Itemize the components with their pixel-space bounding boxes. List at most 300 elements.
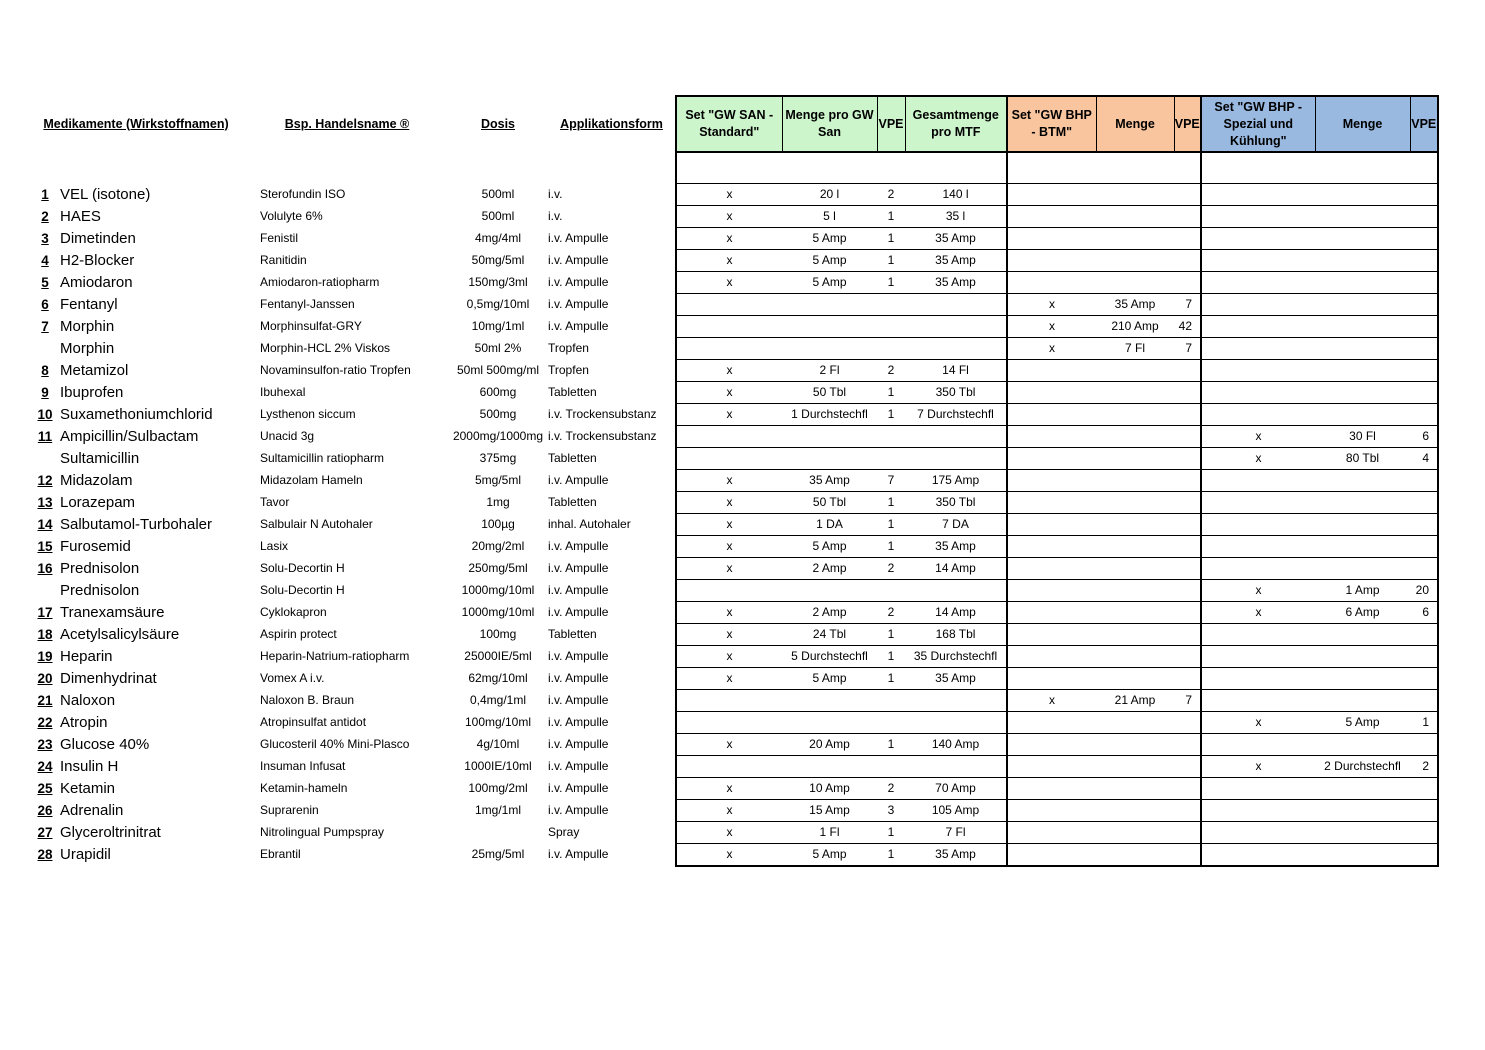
dosis: 150mg/3ml (468, 275, 528, 289)
spez-set-mark (1201, 360, 1315, 382)
san-gesamt: 35 Amp (905, 536, 1007, 558)
san-vpe: 1 (877, 668, 905, 690)
dosis: 1mg/1ml (474, 803, 521, 817)
table-row (32, 382, 1438, 404)
applikation: Tabletten (548, 385, 597, 399)
spez-menge: 6 Amp (1315, 602, 1410, 624)
btm-menge (1096, 536, 1174, 558)
spez-set-mark (1201, 558, 1315, 580)
applikation: i.v. Ampulle (548, 715, 609, 729)
btm-vpe (1174, 228, 1201, 250)
san-vpe: 2 (877, 602, 905, 624)
drug-name: Glyceroltrinitrat (60, 824, 161, 841)
btm-vpe (1174, 470, 1201, 492)
san-menge: 2 Fl (782, 360, 877, 382)
san-gesamt: 140 l (905, 184, 1007, 206)
san-set-mark: x (676, 844, 782, 867)
row-number: 22 (37, 715, 53, 730)
spez-menge (1315, 338, 1410, 360)
applikation: Tabletten (548, 495, 597, 509)
trade-name: Ibuhexal (260, 385, 306, 399)
trade-name: Naloxon B. Braun (260, 693, 355, 707)
spez-menge (1315, 624, 1410, 646)
table-row (32, 272, 1438, 294)
san-menge: 5 Amp (782, 228, 877, 250)
dosis: 100mg/2ml (468, 781, 528, 795)
spez-menge (1315, 382, 1410, 404)
table-row (32, 338, 1438, 360)
dosis: 10mg/1ml (471, 319, 525, 333)
spez-menge: 1 Amp (1315, 580, 1410, 602)
dosis: 0,5mg/10ml (466, 297, 530, 311)
spez-set-mark (1201, 778, 1315, 800)
row-number: 26 (37, 803, 53, 818)
san-gesamt: 168 Tbl (905, 624, 1007, 646)
dosis: 375mg (479, 451, 517, 465)
trade-name: Glucosteril 40% Mini-Plasco (260, 737, 410, 751)
applikation: i.v. Ampulle (548, 605, 609, 619)
spez-menge (1315, 272, 1410, 294)
san-vpe: 1 (877, 514, 905, 536)
header-btm-vpe: VPE (1174, 96, 1201, 152)
drug-name: HAES (60, 208, 101, 225)
spez-vpe (1410, 228, 1438, 250)
btm-set-mark (1007, 778, 1096, 800)
spez-menge (1315, 470, 1410, 492)
spez-menge (1315, 316, 1410, 338)
row-number: 27 (37, 825, 53, 840)
btm-vpe (1174, 514, 1201, 536)
btm-vpe (1174, 492, 1201, 514)
trade-name: Solu-Decortin H (260, 561, 345, 575)
row-number: 3 (41, 231, 49, 246)
spez-vpe (1410, 250, 1438, 272)
btm-vpe (1174, 580, 1201, 602)
btm-menge (1096, 822, 1174, 844)
drug-name: Heparin (60, 648, 113, 665)
btm-menge: 7 Fl (1096, 338, 1174, 360)
spez-vpe (1410, 514, 1438, 536)
san-menge: 2 Amp (782, 558, 877, 580)
spez-vpe (1410, 492, 1438, 514)
spez-vpe (1410, 536, 1438, 558)
btm-menge (1096, 800, 1174, 822)
btm-menge (1096, 580, 1174, 602)
btm-menge (1096, 272, 1174, 294)
btm-menge (1096, 602, 1174, 624)
spez-set-mark (1201, 690, 1315, 712)
san-menge: 15 Amp (782, 800, 877, 822)
btm-vpe: 7 (1174, 338, 1201, 360)
san-menge (782, 712, 877, 734)
san-menge: 5 Amp (782, 668, 877, 690)
san-set-mark (676, 338, 782, 360)
trade-name: Insuman Infusat (260, 759, 346, 773)
spez-vpe: 4 (1410, 448, 1438, 470)
san-set-mark: x (676, 492, 782, 514)
san-vpe: 1 (877, 822, 905, 844)
btm-vpe (1174, 250, 1201, 272)
btm-vpe (1174, 800, 1201, 822)
btm-menge (1096, 844, 1174, 867)
drug-name: Ampicillin/Sulbactam (60, 428, 199, 445)
dosis: 50mg/5ml (471, 253, 525, 267)
btm-vpe: 42 (1174, 316, 1201, 338)
san-gesamt: 7 Fl (905, 822, 1007, 844)
san-set-mark: x (676, 382, 782, 404)
table-row (32, 514, 1438, 536)
san-menge (782, 426, 877, 448)
btm-vpe (1174, 426, 1201, 448)
btm-menge (1096, 668, 1174, 690)
spez-vpe (1410, 668, 1438, 690)
header-spez-vpe: VPE (1410, 96, 1438, 152)
san-menge: 1 Durchstechfl (782, 404, 877, 426)
table-row (32, 492, 1438, 514)
san-set-mark: x (676, 470, 782, 492)
san-set-mark: x (676, 734, 782, 756)
row-number: 21 (37, 693, 53, 708)
btm-vpe (1174, 734, 1201, 756)
san-vpe: 3 (877, 800, 905, 822)
spez-set-mark (1201, 514, 1315, 536)
san-set-mark: x (676, 184, 782, 206)
san-gesamt: 175 Amp (905, 470, 1007, 492)
spez-vpe (1410, 206, 1438, 228)
san-set-mark (676, 580, 782, 602)
btm-menge: 210 Amp (1096, 316, 1174, 338)
san-set-mark: x (676, 360, 782, 382)
row-number: 20 (37, 671, 53, 686)
dosis: 1000IE/10ml (464, 759, 532, 773)
san-vpe: 2 (877, 184, 905, 206)
header-btm-menge: Menge (1096, 96, 1174, 152)
btm-menge (1096, 360, 1174, 382)
drug-name: Ketamin (60, 780, 116, 797)
drug-name: Naloxon (60, 692, 116, 709)
applikation: inhal. Autohaler (548, 517, 631, 531)
btm-vpe: 7 (1174, 294, 1201, 316)
spez-menge (1315, 228, 1410, 250)
san-vpe: 1 (877, 206, 905, 228)
san-set-mark: x (676, 646, 782, 668)
row-number: 11 (37, 429, 53, 444)
san-vpe: 2 (877, 778, 905, 800)
btm-set-mark (1007, 448, 1096, 470)
drug-name: Acetylsalicylsäure (60, 626, 180, 643)
applikation: i.v. Trockensubstanz (548, 429, 657, 443)
spez-vpe: 2 (1410, 756, 1438, 778)
table-row (32, 558, 1438, 580)
spez-set-mark (1201, 800, 1315, 822)
dosis: 100µg (481, 517, 515, 531)
drug-name: Ibuprofen (60, 384, 124, 401)
spez-vpe: 1 (1410, 712, 1438, 734)
row-number: 7 (41, 319, 49, 334)
table-row (32, 580, 1438, 602)
spez-set-mark: x (1201, 756, 1315, 778)
btm-set-mark (1007, 536, 1096, 558)
spez-menge (1315, 206, 1410, 228)
drug-name: Salbutamol-Turbohaler (60, 516, 213, 533)
spez-set-mark (1201, 382, 1315, 404)
san-menge: 2 Amp (782, 602, 877, 624)
spacer-row (32, 152, 1438, 184)
header-handelsname: Bsp. Handelsname ® (284, 116, 410, 131)
spez-vpe (1410, 646, 1438, 668)
san-vpe: 1 (877, 624, 905, 646)
btm-set-mark: x (1007, 690, 1096, 712)
san-vpe (877, 448, 905, 470)
drug-name: Dimetinden (60, 230, 136, 247)
table-row (32, 690, 1438, 712)
btm-set-mark (1007, 272, 1096, 294)
btm-vpe (1174, 272, 1201, 294)
san-gesamt: 35 Amp (905, 272, 1007, 294)
drug-name: Urapidil (60, 846, 111, 864)
applikation: i.v. Ampulle (548, 253, 609, 267)
san-menge (782, 338, 877, 360)
spez-menge (1315, 514, 1410, 536)
spez-vpe (1410, 778, 1438, 800)
spez-set-mark (1201, 316, 1315, 338)
btm-menge: 35 Amp (1096, 294, 1174, 316)
san-set-mark (676, 690, 782, 712)
drug-name: VEL (isotone) (60, 186, 151, 203)
btm-set-mark (1007, 580, 1096, 602)
san-gesamt: 35 Amp (905, 250, 1007, 272)
table-row (32, 404, 1438, 426)
san-set-mark: x (676, 228, 782, 250)
btm-set-mark (1007, 360, 1096, 382)
btm-menge (1096, 404, 1174, 426)
spez-menge (1315, 690, 1410, 712)
san-set-mark: x (676, 404, 782, 426)
table-row (32, 734, 1438, 756)
btm-set-mark (1007, 382, 1096, 404)
drug-name: Morphin (60, 318, 115, 335)
drug-name: Amiodaron (60, 274, 133, 291)
row-number: 6 (41, 297, 49, 312)
btm-set-mark (1007, 602, 1096, 624)
san-gesamt: 350 Tbl (905, 382, 1007, 404)
drug-name: Insulin H (60, 758, 119, 775)
row-number: 14 (37, 517, 53, 532)
btm-set-mark (1007, 514, 1096, 536)
drug-name: H2-Blocker (60, 252, 135, 269)
btm-vpe (1174, 184, 1201, 206)
san-vpe: 1 (877, 382, 905, 404)
san-menge: 10 Amp (782, 778, 877, 800)
san-menge: 24 Tbl (782, 624, 877, 646)
san-vpe: 1 (877, 492, 905, 514)
san-set-mark: x (676, 800, 782, 822)
btm-menge (1096, 712, 1174, 734)
spez-menge (1315, 294, 1410, 316)
btm-vpe (1174, 206, 1201, 228)
spez-vpe (1410, 624, 1438, 646)
row-number: 5 (41, 275, 49, 290)
san-gesamt (905, 294, 1007, 316)
san-menge: 5 Amp (782, 536, 877, 558)
btm-set-mark: x (1007, 338, 1096, 360)
san-gesamt (905, 580, 1007, 602)
san-vpe: 1 (877, 536, 905, 558)
table-row (32, 668, 1438, 690)
san-vpe: 2 (877, 360, 905, 382)
header-btm-set: Set "GW BHP - BTM" (1007, 96, 1096, 152)
applikation: i.v. Ampulle (548, 759, 609, 773)
spez-menge: 5 Amp (1315, 712, 1410, 734)
btm-vpe (1174, 822, 1201, 844)
san-vpe (877, 316, 905, 338)
san-vpe: 1 (877, 272, 905, 294)
btm-set-mark (1007, 756, 1096, 778)
san-vpe (877, 426, 905, 448)
san-gesamt: 35 Durchstechfl (905, 646, 1007, 668)
dosis: 50ml 2% (474, 341, 522, 355)
drug-name: Adrenalin (60, 802, 124, 819)
drug-name: Fentanyl (60, 296, 118, 313)
header-dosis: Dosis (480, 116, 516, 131)
trade-name: Cyklokapron (260, 605, 327, 619)
btm-set-mark: x (1007, 294, 1096, 316)
header-medikamente: Medikamente (Wirkstoffnamen) (43, 116, 229, 131)
header-san-set: Set "GW SAN - Standard" (676, 96, 782, 152)
spez-vpe (1410, 734, 1438, 756)
san-menge: 20 Amp (782, 734, 877, 756)
applikation: i.v. Ampulle (548, 473, 609, 487)
dosis: 100mg/10ml (464, 715, 532, 729)
table-row (32, 294, 1438, 316)
drug-name: Sultamicillin (60, 450, 140, 467)
san-gesamt: 35 l (905, 206, 1007, 228)
btm-set-mark (1007, 404, 1096, 426)
san-menge: 5 Durchstechfl (782, 646, 877, 668)
dosis: 1000mg/10ml (461, 583, 535, 597)
header-spez-menge: Menge (1315, 96, 1410, 152)
applikation: Tropfen (548, 363, 589, 377)
btm-vpe (1174, 778, 1201, 800)
row-number (32, 448, 58, 470)
spez-menge (1315, 360, 1410, 382)
btm-menge (1096, 492, 1174, 514)
btm-menge (1096, 250, 1174, 272)
san-gesamt (905, 426, 1007, 448)
btm-set-mark (1007, 470, 1096, 492)
trade-name: Fenistil (260, 231, 299, 245)
spez-vpe (1410, 360, 1438, 382)
table-row (32, 536, 1438, 558)
btm-menge (1096, 756, 1174, 778)
san-gesamt (905, 756, 1007, 778)
san-gesamt: 7 Durchstechfl (905, 404, 1007, 426)
btm-vpe (1174, 844, 1201, 867)
btm-vpe (1174, 360, 1201, 382)
san-set-mark: x (676, 558, 782, 580)
spez-vpe (1410, 822, 1438, 844)
row-number: 25 (37, 781, 53, 796)
san-vpe: 1 (877, 646, 905, 668)
btm-menge: 21 Amp (1096, 690, 1174, 712)
drug-name: Atropin (60, 714, 108, 731)
san-menge (782, 294, 877, 316)
dosis: 1000mg/10ml (461, 605, 535, 619)
trade-name: Tavor (260, 495, 290, 509)
row-number: 17 (37, 605, 53, 620)
btm-vpe (1174, 536, 1201, 558)
trade-name: Amiodaron-ratiopharm (260, 275, 380, 289)
dosis: 500ml (481, 187, 515, 201)
drug-name: Metamizol (60, 362, 129, 379)
dosis: 4g/10ml (476, 737, 520, 751)
san-gesamt: 14 Amp (905, 558, 1007, 580)
san-set-mark (676, 712, 782, 734)
row-number: 15 (37, 539, 53, 554)
table-row (32, 448, 1438, 470)
dosis (448, 822, 548, 844)
header-spez-set: Set "GW BHP - Spezial und Kühlung" (1201, 96, 1315, 152)
san-vpe (877, 690, 905, 712)
san-gesamt (905, 448, 1007, 470)
table-row (32, 360, 1438, 382)
drug-name: Midazolam (60, 472, 133, 489)
btm-set-mark (1007, 250, 1096, 272)
dosis: 4mg/4ml (474, 231, 521, 245)
san-menge: 5 Amp (782, 844, 877, 867)
btm-set-mark (1007, 184, 1096, 206)
trade-name: Atropinsulfat antidot (260, 715, 367, 729)
spez-vpe (1410, 338, 1438, 360)
btm-set-mark (1007, 822, 1096, 844)
spez-set-mark (1201, 536, 1315, 558)
spez-menge: 80 Tbl (1315, 448, 1410, 470)
trade-name: Aspirin protect (260, 627, 337, 641)
san-menge (782, 690, 877, 712)
trade-name: Nitrolingual Pumpspray (260, 825, 385, 839)
spez-set-mark: x (1201, 426, 1315, 448)
btm-vpe: 7 (1174, 690, 1201, 712)
btm-vpe (1174, 602, 1201, 624)
spez-vpe (1410, 470, 1438, 492)
spez-set-mark: x (1201, 448, 1315, 470)
row-number: 12 (37, 473, 53, 488)
btm-vpe (1174, 756, 1201, 778)
san-vpe: 1 (877, 844, 905, 867)
trade-name: Fentanyl-Janssen (260, 297, 355, 311)
applikation: i.v. (548, 209, 563, 223)
san-vpe (877, 580, 905, 602)
dosis: 62mg/10ml (468, 671, 528, 685)
table-row (32, 778, 1438, 800)
row-number: 28 (37, 847, 53, 863)
san-menge: 50 Tbl (782, 382, 877, 404)
spez-menge (1315, 822, 1410, 844)
dosis: 500mg (479, 407, 517, 421)
row-number: 8 (41, 363, 49, 378)
spez-menge (1315, 404, 1410, 426)
table-row (32, 800, 1438, 822)
drug-name: Furosemid (60, 538, 131, 555)
spez-menge (1315, 778, 1410, 800)
san-menge: 35 Amp (782, 470, 877, 492)
applikation: i.v. Ampulle (548, 671, 609, 685)
applikation: i.v. Trockensubstanz (548, 407, 657, 421)
btm-menge (1096, 624, 1174, 646)
san-menge: 1 DA (782, 514, 877, 536)
san-vpe (877, 294, 905, 316)
drug-name: Suxamethoniumchlorid (60, 406, 213, 423)
